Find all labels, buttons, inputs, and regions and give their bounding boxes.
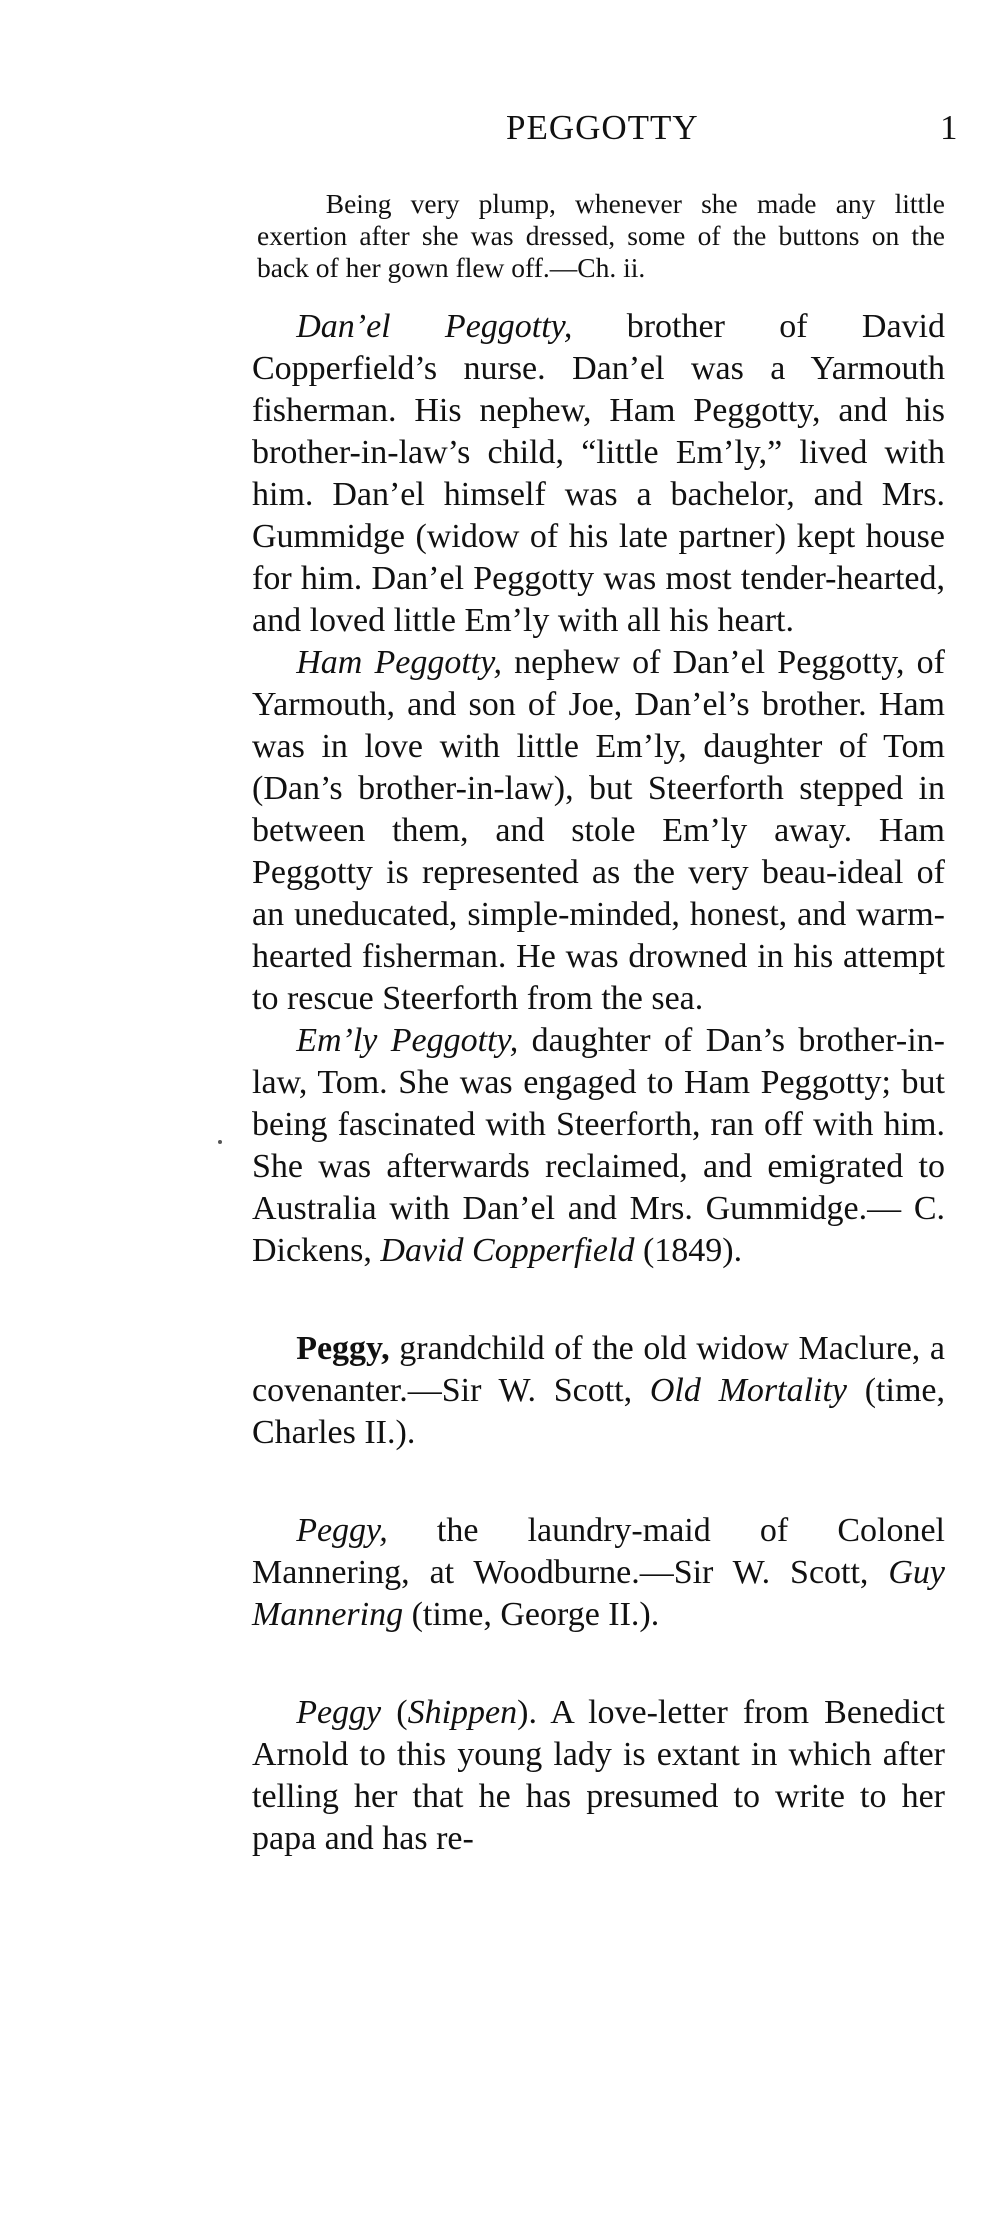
entry-headword: Peggy, [296,1330,390,1367]
entry-name: Peggy [296,1694,382,1731]
entry-name: Dan’el Peggotty, [296,308,573,345]
entry-text: brother of David Copperfield’s nurse. Dan’el was a Yarmouth fisherman. His nephew, Ham Peggotty, and his brother-in-law’s child, “little Em’ly,” lived with him. Dan’el himself was a bachelor, and Mrs. Gummidge (widow of his late partner) kept house for him. Dan’el Peggotty was most tender-hearted, and loved little Em’ly with all his heart. [252,308,945,639]
work-title: Old Mortality [649,1372,848,1409]
entry-danel-peggotty [252,306,945,642]
entry-text-end: (time, George II.). [403,1596,660,1633]
entry-name: Em’ly Peggotty, [296,1022,519,1059]
entry-name-parenthetical: Shippen [407,1694,518,1731]
entry-text: the laundry-maid of Colonel Mannering, at Woodburne.—Sir W. Scott, [252,1512,945,1591]
entry-ham-peggotty [252,642,945,1020]
entry-text: nephew of Dan’el Peggotty, of Yarmouth, and son of Joe, Dan’el’s brother. Ham was in love with little Em’ly, daughter of Tom (Dan’s brother-in-law), but Steerforth stepped in between them, and stole Em’ly away. Ham Peggotty is represented as the very beau-ideal of an uneducated, simple-minded, honest, and warm-hearted fisherman. He was drowned in his attempt to rescue Steerforth from the sea. [252,644,946,1017]
text-column [252,188,945,1860]
entry-text: daughter of Dan’s brother-in-law, Tom. She was engaged to Ham Peggotty; but being fascinated with Steerforth, ran off with him. She was afterwards reclaimed, and emigrated to Australia with Dan’el and Mrs. Gummidge.— C. Dickens, [252,1022,945,1269]
running-title: PEGGOTTY [506,108,699,147]
entry-text-end: (1849). [634,1232,743,1269]
entry-emly-peggotty [252,1020,945,1272]
entry-text-end: (time, Charles II.). [252,1372,945,1451]
entry-peggy-laundry-maid [252,1510,945,1636]
entry-text: . A love-letter from Benedict Arnold to this young lady is extant in which after telling her that he has presumed to write to her papa and has re- [252,1694,945,1857]
entry-peggy-maclure [252,1328,945,1454]
entry-name: Ham Peggotty, [296,644,502,681]
entry-text: grandchild of the old widow Maclure, a covenanter.—Sir W. Scott, [252,1330,945,1409]
stray-ink-mark [218,1140,222,1144]
work-title: Guy Mannering [252,1554,945,1633]
running-head [0,108,1000,152]
quotation: Being very plump, whenever she made any little exertion after she was dressed, some of the buttons on the back of her gown flew off.—Ch. ii. [257,188,945,283]
entry-peggy-shippen: Peggy (Shippen). A love-letter from Benedict Arnold to this young lady is extant in which after telling her that he has presumed to write to her papa and has re- [252,1694,945,1857]
entry-name: Peggy, [296,1512,388,1549]
work-title: David Copperfield [380,1232,635,1269]
page-number: 1 [940,108,958,147]
